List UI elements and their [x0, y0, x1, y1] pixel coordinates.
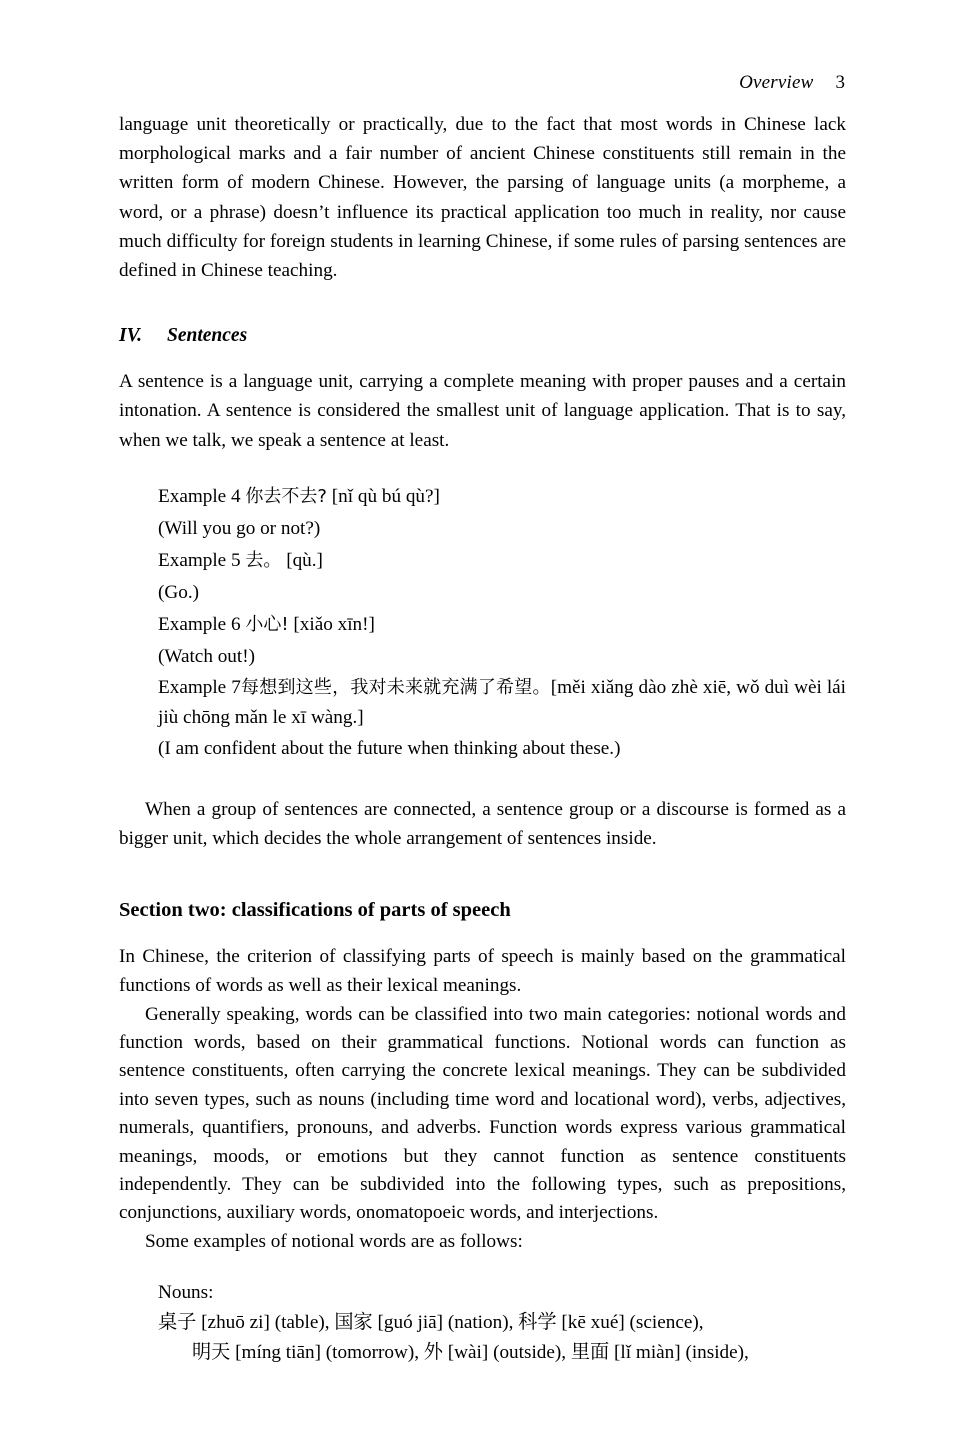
heading-roman-numeral: IV. [119, 325, 142, 347]
example-5-source [158, 545, 846, 577]
word-list-line-2: 明天 [míng tiān] (tomorrow), 外 [wài] (outside), 里面 [lǐ miàn] (inside), [192, 1342, 749, 1364]
spacer [119, 455, 846, 481]
example-5-pinyin: [qù.] [286, 549, 323, 571]
word-list-line-1: 桌子 [zhuō zi] (table), 国家 [guó jiā] (nation), 科学 [kē xué] (science), [158, 1312, 704, 1334]
example-4-source [158, 481, 846, 513]
heading-section-two: Section two: classifications of parts of speech [119, 899, 511, 922]
example-6-source [158, 609, 846, 641]
page-number: 3 [835, 72, 845, 93]
examples-block [119, 481, 846, 765]
running-head-title: Overview [739, 72, 814, 93]
example-6-chinese: 小心! [245, 613, 289, 635]
paragraph-criterion: In Chinese, the criterion of classifying parts of speech is mainly based on the grammatical functions of words as well as their lexical meanings. [119, 946, 846, 997]
example-entry-5 [158, 545, 846, 609]
example-5-label: Example 5 [158, 549, 241, 571]
heading-sentences [119, 323, 846, 349]
spacer [119, 765, 846, 795]
paragraph-sentences-intro: A sentence is a language unit, carrying a complete meaning with proper pauses and a certain intonation. A sentence is considered the smallest unit of language application. That is to say, when we talk, we speak a sentence at least. [119, 371, 846, 451]
running-head [739, 72, 845, 94]
paragraph-some-examples: Some examples of notional words are as follows: [145, 1230, 523, 1252]
example-7-chinese: 每想到这些，我对未来就充满了希望。 [240, 676, 551, 698]
example-7-source [158, 673, 846, 733]
heading-roman-title: Sentences [167, 325, 248, 347]
example-6-translation: (Watch out!) [158, 645, 256, 667]
example-4-translation: (Will you go or not?) [158, 517, 321, 539]
example-6-pinyin: [xiǎo xīn!] [293, 613, 375, 635]
paragraph-notional-function: Generally speaking, words can be classified into two main categories: notional words and function words, based on their grammatical functions. Notional words can function as sentence constituents, often carrying the concrete lexical meanings. They can be subdivided into seven types, such as nouns (including time word and locational word), verbs, adjectives, numerals, quantifiers, pronouns, and adverbs. Function words express various grammatical meanings, moods, or emotions but they cannot function as sentence constituents independently. They can be subdivided into the following types, such as prepositions, conjunctions, auxiliary words, onomatopoeic words, and interjections. [119, 1003, 846, 1224]
example-7-translation: (I am confident about the future when thinking about these.) [158, 737, 621, 759]
example-7-pinyin: [měi xiǎng dào zhè xiē, wǒ duì wèi lái jiù chōng mǎn le xī wàng.] [158, 676, 846, 728]
word-list-label: Nouns: [158, 1282, 214, 1304]
example-7-label: Example 7 [158, 676, 241, 698]
paragraph-sentence-group: When a group of sentences are connected, a sentence group or a discourse is formed as a bigger unit, which decides the whole arrangement of sentences inside. [119, 798, 846, 850]
example-5-translation: (Go.) [158, 581, 200, 603]
example-5-chinese: 去。 [245, 549, 282, 571]
text-column [119, 110, 846, 1368]
spacer [119, 349, 846, 367]
example-entry-7 [158, 673, 846, 765]
spacer [119, 1256, 846, 1278]
example-6-label: Example 6 [158, 613, 241, 635]
paragraph-continued-intro: language unit theoretically or practically, due to the fact that most words in Chinese lack morphological marks and a fair number of ancient Chinese constituents still remain in the written form of modern Chinese. However, the parsing of language units (a morpheme, a word, or a phrase) doesn’t influence its practical application too much in reality, nor cause much difficulty for foreign students in learning Chinese, if some rules of parsing sentences are defined in Chinese teaching. [119, 114, 846, 282]
example-entry-6 [158, 609, 846, 673]
example-4-pinyin: [nǐ qù bú qù?] [331, 485, 440, 507]
word-list-nouns [119, 1278, 846, 1368]
example-entry-4 [158, 481, 846, 545]
example-4-chinese: 你去不去? [245, 485, 327, 507]
example-4-label: Example 4 [158, 485, 241, 507]
spacer [119, 853, 846, 897]
spacer [119, 924, 846, 942]
spacer [119, 285, 846, 323]
